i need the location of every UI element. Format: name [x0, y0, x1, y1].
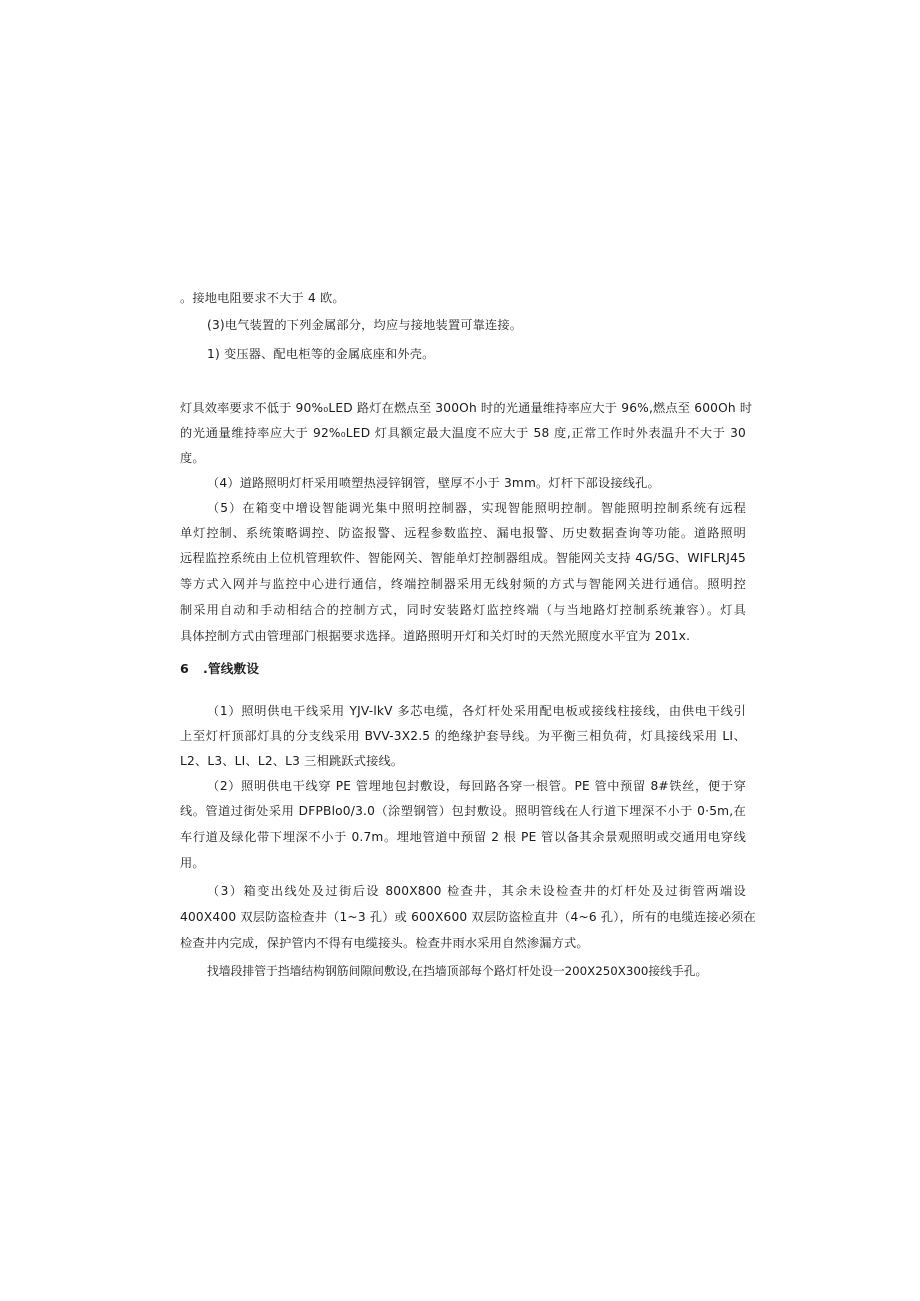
text-line: 制采用自动和手动相结合的控制方式，同时安装路灯监控终端（与当地路灯控制系统兼容）。灯具: [180, 603, 746, 617]
text-line: 线。管道过街处采用 DFPBlo0/3.0（涂塑钢管）包封敷设。照明管线在人行道下埋深不小于 0·5m,在: [180, 804, 746, 818]
text-line: （5）在箱变中增设智能调光集中照明控制器，实现智能照明控制。智能照明控制系统有远程: [207, 501, 746, 515]
text-line: （3）箱变出线处及过街后设 800X800 检查井，其余未设检查井的灯杆处及过街管两端设: [207, 884, 746, 898]
paragraph-4: （4）道路照明灯杆采用喷塑热浸锌钢管，壁厚不小于 3mm。灯杆下部设接线孔。: [207, 476, 660, 490]
text-line: 具体控制方式由管理部门根据要求选择。道路照明开灯和关灯时的天然光照度水平宜为 201x.: [180, 629, 691, 643]
text-line: 1) 变压器、配电柜等的金属底座和外壳。: [207, 347, 435, 361]
text-line: 远程监控系统由上位机管理软件、智能网关、智能单灯控制器组成。智能网关支持 4G/5G、WIFLRJ45: [180, 551, 746, 565]
paragraph-last: 找墙段排管于挡墙结构钢筋间隙间敷设,在挡墙顶部每个路灯杆处设一200X250X300接线手孔。: [207, 964, 708, 978]
text-line: 灯具效率要求不低于 90%₀LED 路灯在燃点至 300Oh 时的光通量维持率应大于 96%,燃点至 600Oh 时: [180, 401, 753, 415]
text-line: （2）照明供电干线穿 PE 管埋地包封敷设，每回路各穿一根管。PE 管中预留 8#铁丝，便于穿: [207, 779, 746, 793]
text-line: 车行道及绿化带下埋深不小于 0.7m。埋地管道中预留 2 根 PE 管以备其余景观照明或交通用电穿线: [180, 830, 746, 844]
text-line: 用。: [180, 856, 205, 870]
section-title: .管线敷设: [202, 661, 260, 676]
text-line: 。接地电阻要求不大于 4 欧。: [180, 291, 345, 305]
text-line: L2、L3、LI、L2、L3 三相跳跃式接线。: [180, 754, 404, 768]
text-line: 上至灯杆顶部灯具的分支线采用 BVV-3X2.5 的绝缘护套导线。为平衡三相负荷，灯具接线采用 LI、: [180, 729, 746, 743]
text-line: (3)电气装置的下列金属部分，均应与接地装置可靠连接。: [207, 318, 523, 332]
text-line: 等方式入网并与监控中心进行通信，终端控制器采用无线射频的方式与智能网关进行通信。照明控: [180, 577, 746, 591]
text-line: 度。: [180, 451, 205, 465]
text-line: 检查井内完成，保护管内不得有电缆接头。检查井雨水采用自然渗漏方式。: [180, 936, 589, 950]
text-line: 400X400 双层防盗检查井（1~3 孔）或 600X600 双层防盗检直井（4~6 孔），所有的电缆连接必须在: [180, 910, 756, 924]
text-line: 的光通量维持率应大于 92%₀LED 灯具额定最大温度不应大于 58 度,正常工作时外表温升不大于 30: [180, 426, 746, 440]
section-heading: [180, 661, 259, 677]
text-line: 单灯控制、系统策略调控、防盗报警、远程参数监控、漏电报警、历史数据查询等功能。道路照明: [180, 526, 746, 540]
section-number: 6: [180, 661, 189, 676]
text-line: （1）照明供电干线采用 YJV-lkV 多芯电缆，各灯杆处采用配电板或接线柱接线，由供电干线引: [207, 704, 746, 718]
